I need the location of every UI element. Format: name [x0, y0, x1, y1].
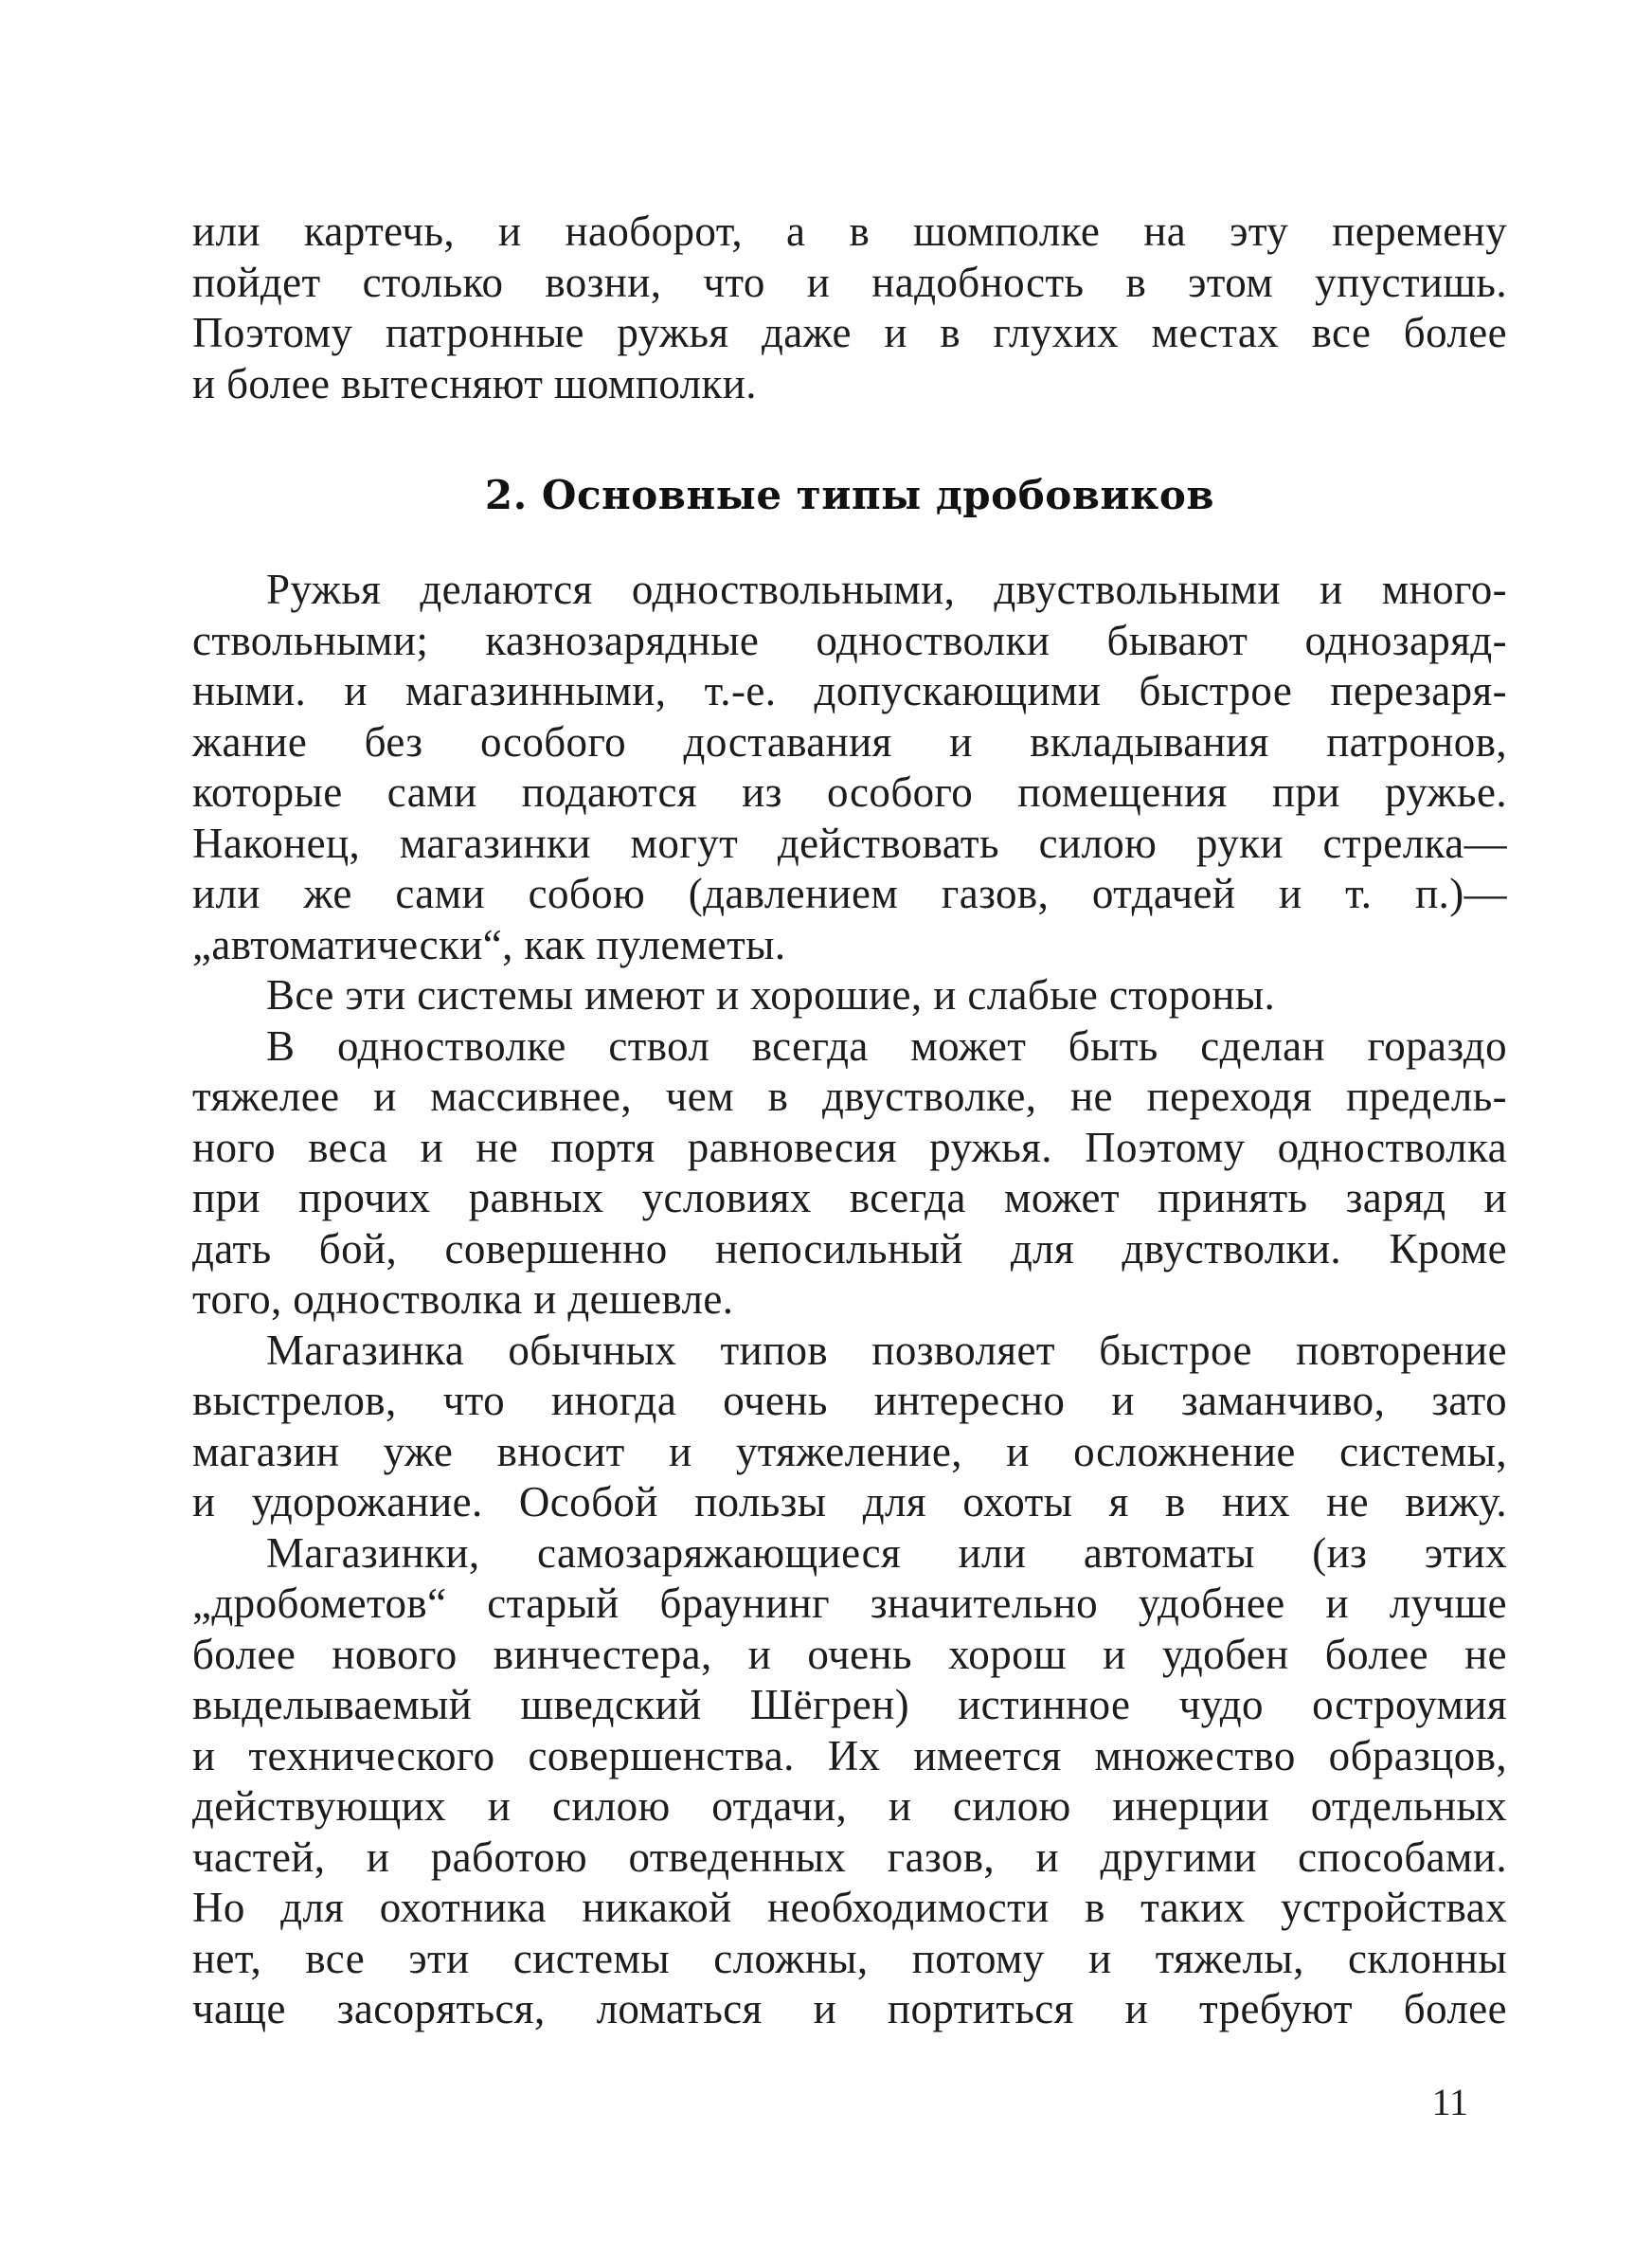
text-line: ного веса и не портя равновесия ружья. Поэтому одностволка: [192, 1123, 1507, 1171]
text-line: Магазинки, самозаряжающиеся или автоматы (из этих: [266, 1528, 1507, 1577]
text-line: или картечь, и наоборот, а в шомполке на эту перемену: [192, 208, 1507, 255]
text-line: „дробометов“ старый браунинг значительно удобнее и лучше: [192, 1580, 1507, 1627]
text-line: и технического совершенства. Их имеется множество образцов,: [192, 1731, 1507, 1779]
text-line: ствольными; казнозарядные одностволки бывают однозаряд-: [192, 616, 1507, 664]
top-paragraph: [192, 207, 1507, 409]
text-line: жание без особого доставания и вкладывания патронов,: [192, 717, 1507, 766]
text-line: В одностволке ствол всегда может быть сделан гораздо: [266, 1021, 1507, 1070]
text-line: выделываемый шведский Шёгрен) истинное чудо остроумия: [192, 1681, 1507, 1728]
text-line: или же сами собою (давлением газов, отдачей и т. п.)—: [192, 870, 1507, 917]
text-line: Все эти системы имеют и хорошие, и слабые стороны.: [266, 971, 1276, 1019]
text-line: более нового винчестера, и очень хорош и удобен более не: [192, 1630, 1507, 1678]
text-line: при прочих равных условиях всегда может принять заряд и: [192, 1174, 1507, 1221]
text-line: действующих и силою отдачи, и силою инерции отдельных: [192, 1782, 1507, 1830]
main-text: [192, 565, 1507, 2035]
text-line: частей, и работою отведенных газов, и другими способами.: [192, 1833, 1507, 1881]
section-heading: 2. Основные типы дробовиков: [484, 472, 1215, 518]
text-line: которые сами подаются из особого помещения при ружье.: [192, 768, 1507, 816]
page-number: 11: [1431, 2081, 1468, 2123]
text-line: Поэтому патронные ружья даже и в глухих местах все более: [192, 309, 1507, 356]
text-line: дать бой, совершенно непосильный для двустволки. Кроме: [192, 1224, 1507, 1273]
text-line: Ружья делаются одноствольными, двуствольными и много-: [266, 566, 1507, 613]
text-line: чаще засоряться, ломаться и портиться и требуют более: [192, 1985, 1507, 2032]
text-line: и более вытесняют шомполки.: [192, 359, 757, 407]
text-line: того, одностволка и дешевле.: [192, 1275, 734, 1323]
text-line: выстрелов, что иногда очень интересно и заманчиво, зато: [192, 1377, 1507, 1424]
text-line: магазин уже вносит и утяжеление, и осложнение системы,: [192, 1427, 1507, 1475]
text-line: Но для охотника никакой необходимости в таких устройствах: [192, 1884, 1507, 1931]
text-line: и удорожание. Особой пользы для охоты я в них не вижу.: [192, 1478, 1507, 1526]
text-line: пойдет столько возни, что и надобность в этом упустишь.: [192, 258, 1507, 306]
text-line: ными. и магазинными, т.-е. допускающими быстрое перезаря-: [192, 667, 1507, 714]
text-line: нет, все эти системы сложны, потому и тяжелы, склонны: [192, 1934, 1507, 1982]
text-line: „автоматически“, как пулеметы.: [192, 920, 786, 968]
text-line: тяжелее и массивнее, чем в двустволке, не переходя предель-: [192, 1073, 1507, 1120]
text-line: Магазинка обычных типов позволяет быстрое повторение: [266, 1326, 1507, 1374]
text-line: Наконец, магазинки могут действовать силою руки стрелка—: [192, 819, 1507, 867]
